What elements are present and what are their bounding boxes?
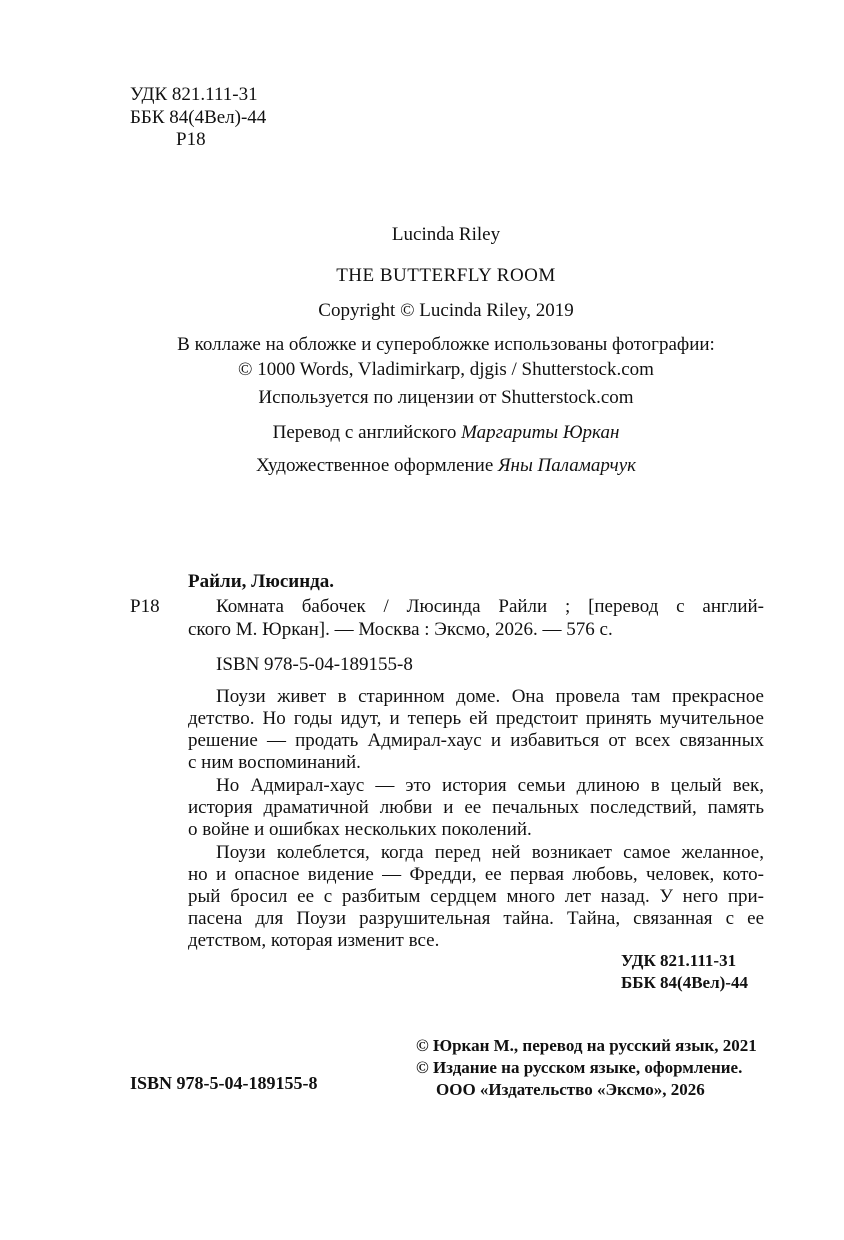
original-author: Lucinda Riley (391, 224, 501, 245)
photo-credit: В коллаже на обложке и суперобложке использованы фотографии: (177, 334, 715, 355)
footer-isbn: ISBN 978-5-04-189155-8 (130, 1073, 318, 1093)
publisher-line: ООО «Издательство «Эксмо», 2026 (436, 1080, 705, 1099)
footer-udk: УДК 821.111-31 (621, 951, 737, 970)
annotation-line: Поузи колеблется, когда перед ней возникает самое желанное, (216, 842, 764, 863)
footer-bbk: ББК 84(4Вел)-44 (621, 973, 748, 992)
catalog-heading: Райли, Люсинда. (188, 571, 335, 592)
catalog-line-2: ского М. Юркан]. — Москва : Эксмо, 2026. — 576 с. (188, 619, 613, 640)
annotation-line: детством, которая изменит все. (188, 930, 440, 951)
annotation-line: рый бросил ее с разбитым сердцем много лет назад. У него при- (188, 886, 764, 907)
translation-prefix: Перевод с английского (272, 422, 462, 443)
copyright-edition: © Издание на русском языке, оформление. (416, 1058, 743, 1077)
annotation-line: с ним воспоминаний. (188, 752, 361, 773)
copyright-line: Copyright © Lucinda Riley, 2019 (318, 300, 574, 321)
design-credit (120, 455, 772, 477)
bbk-code: ББК 84(4Вел)-44 (130, 107, 267, 128)
annotation-line: детство. Но годы идут, и теперь ей предстоит принять мучительное (188, 708, 764, 729)
author-mark: Р18 (176, 129, 206, 150)
license-line: Используется по лицензии от Shutterstock.com (258, 387, 634, 408)
photo-credit-sources: © 1000 Words, Vladimirkarp, djgis / Shutterstock.com (238, 359, 654, 380)
translator-name: Маргариты Юркан (461, 422, 620, 443)
annotation-line: Поузи живет в старинном доме. Она провела там прекрасное (216, 686, 764, 707)
design-prefix: Художественное оформление (255, 455, 499, 476)
catalog-isbn: ISBN 978-5-04-189155-8 (216, 654, 413, 675)
annotation-line: пасена для Поузи разрушительная тайна. Тайна, связанная с ее (188, 908, 764, 929)
designer-name: Яны Паламарчук (498, 455, 637, 476)
catalog-line-1: Комната бабочек / Люсинда Райли ; [перевод с англий- (216, 596, 764, 617)
translation-credit (120, 422, 772, 444)
annotation-line: о войне и ошибках нескольких поколений. (188, 819, 532, 840)
copyright-translation: © Юркан М., перевод на русский язык, 2021 (416, 1036, 757, 1055)
original-title: THE BUTTERFLY ROOM (336, 265, 556, 286)
annotation-line: история драматичной любви и ее печальных последствий, память (188, 797, 764, 818)
catalog-mark: Р18 (130, 596, 160, 617)
annotation-line: но и опасное видение — Фредди, ее первая любовь, человек, кото- (188, 864, 764, 885)
annotation-line: решение — продать Адмирал-хаус и избавиться от всех связанных (188, 730, 764, 751)
annotation-line: Но Адмирал-хаус — это история семьи длиною в целый век, (216, 775, 764, 796)
udk-code: УДК 821.111-31 (130, 84, 258, 105)
